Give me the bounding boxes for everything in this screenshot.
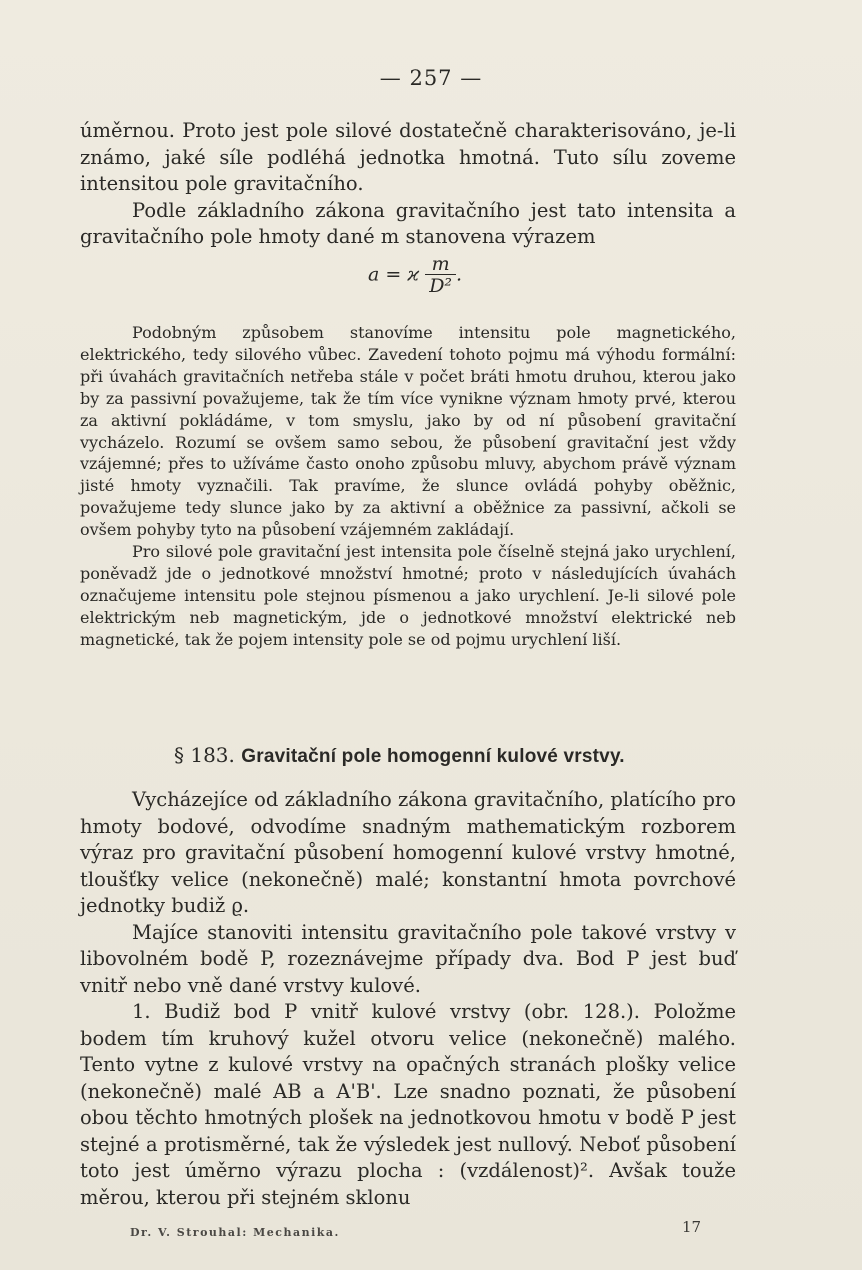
section-number: § 183. xyxy=(174,743,235,767)
paragraph-4: Majíce stanoviti intensitu gravitačního pole takové vrstvy v libovolném bodě P, rozeznávejme případy dva. Bod P jest buď vnitř nebo vně dané vrstvy kulové. xyxy=(80,920,736,997)
paragraph-5: 1. Budiž bod P vnitř kulové vrstvy (obr. 128.). Položme bodem tím kruhový kužel otvoru velice (nekonečně) malého. Tento vytne z kulové vrstvy na opačných stranách plošky velice (nekonečně) malé AB a A'B'. Lze snadno poznati, že působení obou těchto hmotných plošek na jednotkovou hmotu v bodě P jest stejné a protisměrné, tak že výsledek jest nullový. Neboť působení toto jest úměrno výrazu plocha : (vzdálenost)². Avšak touže měrou, kterou při stejném sklonu xyxy=(80,1000,736,1209)
small-paragraph-1: Podobným způsobem stanovíme intensitu pole magnetického, elektrického, tedy silového vůbec. Zavedení tohoto pojmu má výhodu formální: při úvahách gravitačních netřeba stále v počet bráti hmotu druhou, kterou jako by za passivní považujeme, tak že tím více vynikne význam hmoty prvé, kterou za aktivní pokládáme, v tom smyslu, jako by od ní působení gravitační vycházelo. Rozumí se ovšem samo sebou, že působení gravitační jest vždy vzájemné; přes to užíváme často onoho způsobu mluvy, abychom právě význam jisté hmoty vyznačili. Tak pravíme, že slunce ovládá pohyby oběžnic, považujeme tedy slunce jako by za aktivní a oběžnice za passivní, ačkoli se ovšem pohyby tyto na působení vzájemném zakládají. xyxy=(80,323,736,540)
section-heading xyxy=(174,743,625,768)
text-block-bottom xyxy=(80,787,736,1211)
paragraph-3: Vycházejíce od základního zákona gravitačního, platícího pro hmoty bodové, odvodíme snadným mathematickým rozborem výraz pro gravitační působení homogenní kulové vrstvy hmotné, tloušťky velice (nekonečně) malé; konstantní hmota povrchové jednotky budiž ϱ. xyxy=(80,788,736,917)
formula-fraction xyxy=(425,254,456,297)
formula-numerator: m xyxy=(431,253,450,275)
page-number: — 257 — xyxy=(379,66,483,90)
text-block-top xyxy=(80,118,736,251)
footer-signature-mark: 17 xyxy=(682,1218,702,1236)
paragraph-2: Podle základního zákona gravitačního jest tato intensita a gravitačního pole hmoty dané m stanovena výrazem xyxy=(80,198,736,248)
formula xyxy=(368,254,462,297)
small-paragraph-2: Pro silové pole gravitační jest intensita pole číselně stejná jako urychlení, poněvadž jde o jednotkové množství hmotné; proto v následujících úvahách označujeme intensitu pole stejnou písmenou a jako urychlení. Je-li silové pole elektrickým neb magnetickým, jde o jednotkové množství elektrické neb magnetické, tak že pojem intensity pole se od pojmu urychlení liší. xyxy=(80,542,736,649)
formula-denominator: D² xyxy=(425,274,456,297)
section-title: Gravitační pole homogenní kulové vrstvy. xyxy=(241,746,625,767)
footer-author: Dr. V. Strouhal: Mechanika. xyxy=(130,1226,340,1239)
formula-end: . xyxy=(456,263,463,286)
paragraph-1: úměrnou. Proto jest pole silové dostatečně charakterisováno, je-li známo, jaké síle podléhá jednotka hmotná. Tuto sílu zoveme intensitou pole gravitačního. xyxy=(80,119,736,195)
small-print-block xyxy=(80,322,736,651)
formula-lhs: a = ϰ xyxy=(368,263,420,286)
